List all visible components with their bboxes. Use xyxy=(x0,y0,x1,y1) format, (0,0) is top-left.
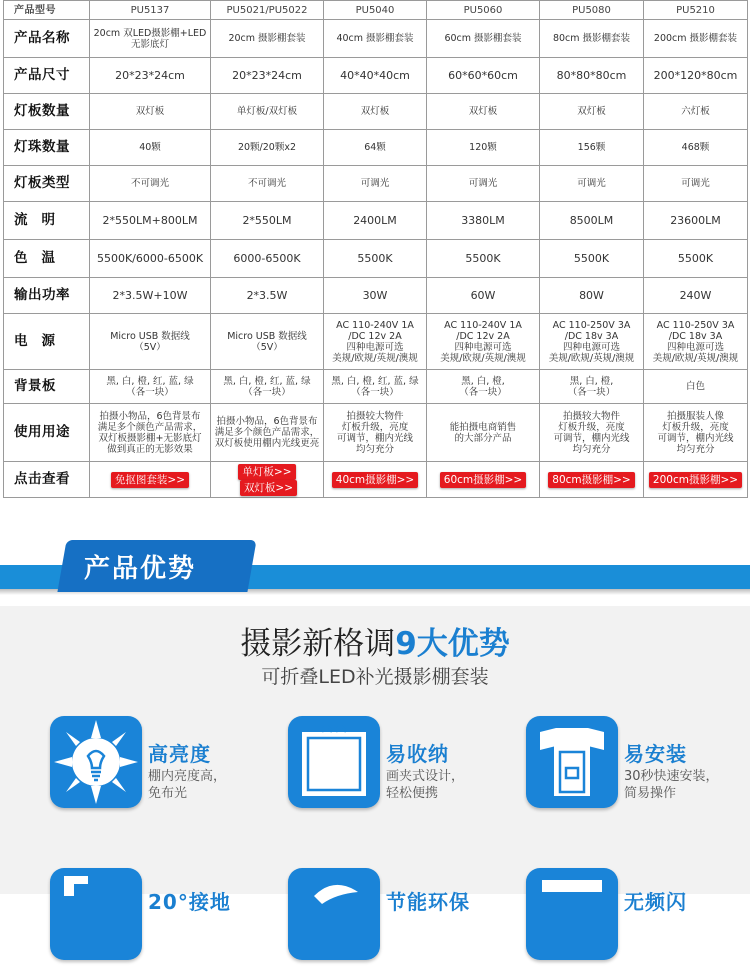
row-power xyxy=(4,278,748,314)
view-product-button[interactable]: 单灯板>> xyxy=(238,464,295,480)
folding-box-icon xyxy=(526,716,618,808)
table-cell: 200cm 摄影棚套装 xyxy=(644,20,748,58)
table-cell xyxy=(324,462,427,498)
table-cell: 20cm 双LED摄影棚+LED 无影底灯 xyxy=(90,20,211,58)
row-header: 使用用途 xyxy=(4,404,90,462)
row-model xyxy=(4,1,748,20)
row-usage xyxy=(4,404,748,462)
row-header: 色温 xyxy=(4,240,90,278)
row-header: 产品尺寸 xyxy=(4,58,90,94)
feature-title: 高亮度 xyxy=(148,742,211,766)
row-header: 灯板类型 xyxy=(4,166,90,202)
feature-title: 易收纳 xyxy=(386,742,449,766)
table-cell: 可调光 xyxy=(324,166,427,202)
panel-icon xyxy=(526,868,618,960)
feature-installation xyxy=(526,716,756,816)
feature-storage xyxy=(288,716,518,816)
table-cell: 156颗 xyxy=(540,130,644,166)
table-cell: 拍摄小物品，6色背景布 满足多个颜色产品需求， 双灯板使用棚内光线更亮 xyxy=(211,404,324,462)
table-cell: 60W xyxy=(427,278,540,314)
feature-title: 易安装 xyxy=(624,742,687,766)
view-product-button[interactable]: 200cm摄影棚>> xyxy=(649,472,742,488)
table-cell: 60*60*60cm xyxy=(427,58,540,94)
table-cell: 120颗 xyxy=(427,130,540,166)
table-cell: 可调光 xyxy=(427,166,540,202)
advantages-title xyxy=(0,618,750,663)
feature-title: 无频闪 xyxy=(624,890,687,914)
table-cell: 64颗 xyxy=(324,130,427,166)
table-cell: 20*23*24cm xyxy=(90,58,211,94)
row-panel-type xyxy=(4,166,748,202)
feature-desc: 30秒快速安装， 简易操作 xyxy=(624,769,719,801)
row-header: 点击查看 xyxy=(4,462,90,498)
table-cell: 双灯板 xyxy=(427,94,540,130)
table-cell: 20*23*24cm xyxy=(211,58,324,94)
row-lumen xyxy=(4,202,748,240)
table-cell: AC 110-240V 1A /DC 12v 2A 四种电源可选 美规/欧规/英规/澳规 xyxy=(324,314,427,370)
table-cell: 可调光 xyxy=(540,166,644,202)
row-power-source xyxy=(4,314,748,370)
table-cell: 200*120*80cm xyxy=(644,58,748,94)
table-cell: 拍摄服装人像 灯板升级，亮度 可调节，棚内光线 均匀充分 xyxy=(644,404,748,462)
folding-bag-icon xyxy=(288,716,380,808)
row-header: 产品名称 xyxy=(4,20,90,58)
feature-title: 20°接地 xyxy=(148,890,231,914)
table-cell: 30W xyxy=(324,278,427,314)
row-backdrop xyxy=(4,370,748,404)
view-product-button[interactable]: 60cm摄影棚>> xyxy=(440,472,526,488)
row-bead-count xyxy=(4,130,748,166)
table-cell: 2400LM xyxy=(324,202,427,240)
table-cell: 白色 xyxy=(644,370,748,404)
table-cell: 黑, 白, 橙, 红, 蓝, 绿 （各一块） xyxy=(324,370,427,404)
feature-eco xyxy=(288,868,518,968)
table-cell: Micro USB 数据线 （5V） xyxy=(211,314,324,370)
table-cell: Micro USB 数据线 （5V） xyxy=(90,314,211,370)
table-cell: PU5060 xyxy=(427,1,540,20)
table-cell: 5500K xyxy=(644,240,748,278)
feature-title: 节能环保 xyxy=(386,890,470,914)
advantages-section xyxy=(0,606,750,914)
table-cell: 40cm 摄影棚套装 xyxy=(324,20,427,58)
table-cell: 黑, 白, 橙, （各一块） xyxy=(540,370,644,404)
table-cell: 80cm 摄影棚套装 xyxy=(540,20,644,58)
table-cell: 黑, 白, 橙, （各一块） xyxy=(427,370,540,404)
table-cell: 468颗 xyxy=(644,130,748,166)
table-cell: 5500K xyxy=(540,240,644,278)
table-cell: 黑, 白, 橙, 红, 蓝, 绿 （各一块） xyxy=(90,370,211,404)
table-cell: 60cm 摄影棚套装 xyxy=(427,20,540,58)
table-cell: PU5021/PU5022 xyxy=(211,1,324,20)
row-header: 电源 xyxy=(4,314,90,370)
table-cell: 2*3.5W+10W xyxy=(90,278,211,314)
table-cell xyxy=(540,462,644,498)
feature-grounding xyxy=(50,868,280,968)
table-cell: 80W xyxy=(540,278,644,314)
view-product-button[interactable]: 双灯板>> xyxy=(240,480,297,496)
table-cell xyxy=(90,462,211,498)
table-cell: 23600LM xyxy=(644,202,748,240)
table-cell: AC 110-250V 3A /DC 18v 3A 四种电源可选 美规/欧规/英规/澳规 xyxy=(540,314,644,370)
table-cell: 40*40*40cm xyxy=(324,58,427,94)
row-links xyxy=(4,462,748,498)
table-cell: 单灯板/双灯板 xyxy=(211,94,324,130)
table-cell: PU5080 xyxy=(540,1,644,20)
table-cell xyxy=(211,462,324,498)
table-cell: 不可调光 xyxy=(90,166,211,202)
section-banner xyxy=(0,530,750,606)
table-cell: AC 110-240V 1A /DC 12v 2A 四种电源可选 美规/欧规/英规/澳规 xyxy=(427,314,540,370)
table-cell: 拍摄较大物件 灯板升级，亮度 可调节，棚内光线 均匀充分 xyxy=(324,404,427,462)
table-cell: PU5210 xyxy=(644,1,748,20)
table-cell: 2*550LM+800LM xyxy=(90,202,211,240)
table-cell: 5500K xyxy=(427,240,540,278)
table-cell: 能拍摄电商销售 的大部分产品 xyxy=(427,404,540,462)
row-header: 流明 xyxy=(4,202,90,240)
row-header: 产品型号 xyxy=(4,1,90,20)
feature-brightness xyxy=(50,716,280,816)
table-cell: 拍摄较大物件 灯板升级，亮度 可调节，棚内光线 均匀充分 xyxy=(540,404,644,462)
feature-no-flicker xyxy=(526,868,756,968)
table-cell: 8500LM xyxy=(540,202,644,240)
table-cell: 不可调光 xyxy=(211,166,324,202)
row-header: 背景板 xyxy=(4,370,90,404)
table-cell: 黑, 白, 橙, 红, 蓝, 绿 （各一块） xyxy=(211,370,324,404)
table-cell: 3380LM xyxy=(427,202,540,240)
table-cell: AC 110-250V 3A /DC 18v 3A 四种电源可选 美规/欧规/英规/澳规 xyxy=(644,314,748,370)
advantages-subtitle: 可折叠LED补光摄影棚套装 xyxy=(261,666,489,688)
row-panel-count xyxy=(4,94,748,130)
table-cell xyxy=(644,462,748,498)
table-cell: 6000-6500K xyxy=(211,240,324,278)
table-cell: 2*550LM xyxy=(211,202,324,240)
light-bulb-icon xyxy=(50,716,142,808)
row-product-name xyxy=(4,20,748,58)
table-cell: 40颗 xyxy=(90,130,211,166)
table-cell: 双灯板 xyxy=(324,94,427,130)
view-product-button[interactable]: 80cm摄影棚>> xyxy=(548,472,634,488)
row-header: 灯珠数量 xyxy=(4,130,90,166)
advantages-title-main: 摄影新格调 xyxy=(240,626,396,662)
feature-desc: 画夹式设计， 轻松便携 xyxy=(386,769,465,801)
table-cell: 双灯板 xyxy=(90,94,211,130)
table-cell: PU5040 xyxy=(324,1,427,20)
row-header: 灯板数量 xyxy=(4,94,90,130)
table-cell: 拍摄小物品，6色背景布 满足多个颜色产品需求， 双灯板摄影棚+无影底灯 做到真正的无影效果 xyxy=(90,404,211,462)
table-cell: 2*3.5W xyxy=(211,278,324,314)
advantages-title-highlight: 9大优势 xyxy=(395,626,510,662)
table-cell: 可调光 xyxy=(644,166,748,202)
feature-desc: 棚内亮度高， 免布光 xyxy=(148,769,227,801)
leaf-icon xyxy=(288,868,380,960)
table-cell: 六灯板 xyxy=(644,94,748,130)
table-cell: 双灯板 xyxy=(540,94,644,130)
table-cell: 80*80*80cm xyxy=(540,58,644,94)
table-cell: 240W xyxy=(644,278,748,314)
banner-title: 产品优势 xyxy=(84,554,197,584)
table-cell: 20颗/20颗x2 xyxy=(211,130,324,166)
row-header: 输出功率 xyxy=(4,278,90,314)
row-color-temp xyxy=(4,240,748,278)
table-cell xyxy=(427,462,540,498)
table-cell: 5500K xyxy=(324,240,427,278)
table-cell: 20cm 摄影棚套装 xyxy=(211,20,324,58)
table-cell: 5500K/6000-6500K xyxy=(90,240,211,278)
view-product-button[interactable]: 40cm摄影棚>> xyxy=(332,472,418,488)
row-size xyxy=(4,58,748,94)
view-product-button[interactable]: 免抠图套装>> xyxy=(111,472,189,488)
lamp-icon xyxy=(50,868,142,960)
table-cell: PU5137 xyxy=(90,1,211,20)
spec-table xyxy=(3,0,748,498)
